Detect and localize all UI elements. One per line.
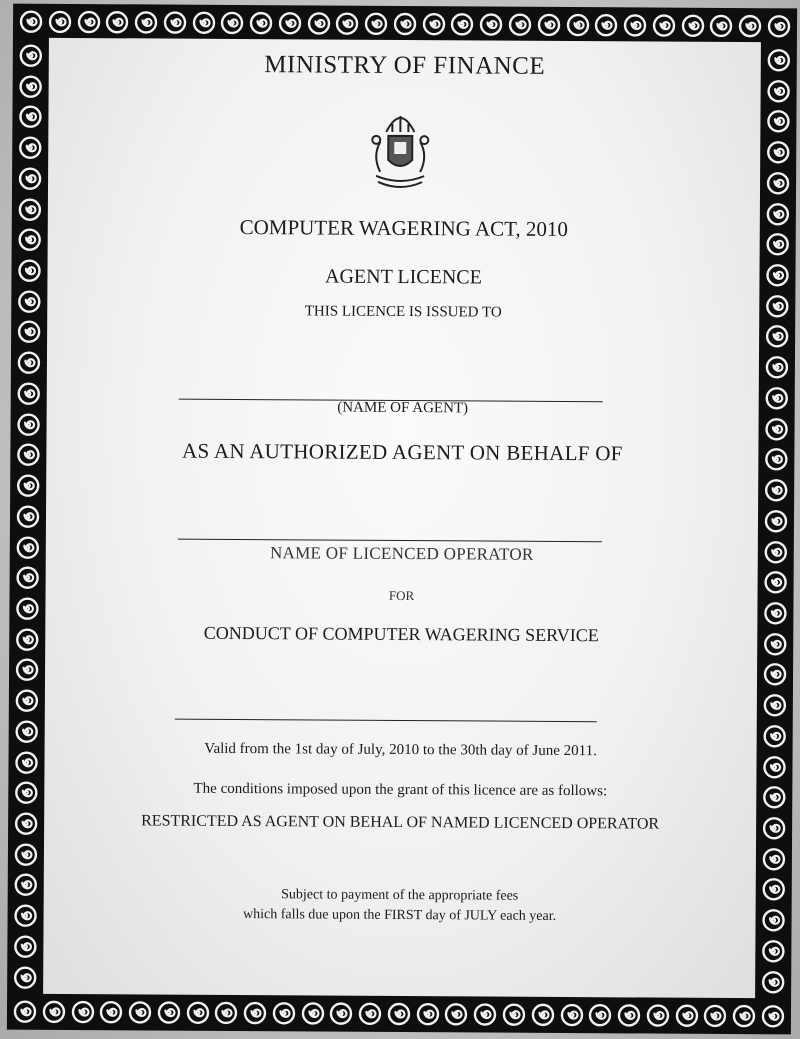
spiral-icon [14, 873, 38, 897]
spiral-icon [763, 601, 787, 625]
spiral-icon [13, 904, 37, 928]
spiral-icon [765, 355, 789, 379]
spiral-icon [762, 847, 786, 871]
spiral-icon [15, 719, 39, 743]
spiral-icon [393, 12, 417, 36]
spiral-icon [278, 11, 302, 35]
spiral-icon [738, 14, 762, 38]
spiral-icon [19, 10, 43, 34]
spiral-icon [15, 689, 39, 713]
border-left-spirals [13, 44, 43, 990]
spiral-icon [652, 14, 676, 38]
spiral-icon [13, 965, 37, 989]
spiral-icon [18, 105, 42, 129]
spiral-icon [762, 755, 786, 779]
spiral-icon [249, 11, 273, 35]
issued-to-label: THIS LICENCE IS ISSUED TO [304, 303, 502, 321]
spiral-icon [301, 1001, 325, 1025]
spiral-icon [17, 320, 41, 344]
spiral-icon [765, 294, 789, 318]
spiral-icon [764, 570, 788, 594]
spiral-icon [764, 448, 788, 472]
spiral-icon [163, 11, 187, 35]
validity-text: Valid from the 1st day of July, 2010 to the 30th day of June 2011. [204, 740, 597, 760]
spiral-icon [565, 13, 589, 37]
spiral-icon [763, 663, 787, 687]
spiral-icon [307, 11, 331, 35]
spiral-icon [13, 1000, 37, 1024]
spiral-icon [761, 970, 785, 994]
service-line[interactable] [175, 719, 597, 723]
spiral-icon [15, 627, 39, 651]
spiral-icon [18, 136, 42, 160]
spiral-icon [19, 74, 43, 98]
spiral-icon [14, 812, 38, 836]
border-right-spirals [761, 48, 791, 994]
spiral-icon [157, 1001, 181, 1025]
spiral-icon [48, 10, 72, 34]
spiral-icon [450, 12, 474, 36]
spiral-icon [14, 750, 38, 774]
spiral-icon [14, 842, 38, 866]
spiral-icon [416, 1002, 440, 1026]
spiral-icon [623, 13, 647, 37]
spiral-icon [18, 197, 42, 221]
spiral-icon [42, 1000, 66, 1024]
spiral-icon [17, 351, 41, 375]
coat-of-arms-icon [366, 102, 435, 194]
spiral-icon [537, 13, 561, 37]
spiral-icon [134, 10, 158, 34]
spiral-icon [16, 535, 40, 559]
spiral-icon [329, 1002, 353, 1026]
spiral-icon [387, 1002, 411, 1026]
spiral-icon [766, 110, 790, 134]
conditions-text: The conditions imposed upon the grant of this licence are as follows: [193, 780, 608, 800]
spiral-icon [502, 1003, 526, 1027]
spiral-icon [766, 202, 790, 226]
spiral-icon [214, 1001, 238, 1025]
spiral-icon [766, 233, 790, 257]
spiral-icon [767, 14, 791, 38]
spiral-icon [508, 13, 532, 37]
spiral-icon [17, 259, 41, 283]
spiral-icon [17, 382, 41, 406]
spiral-icon [531, 1003, 555, 1027]
spiral-icon [675, 1004, 699, 1028]
spiral-icon [479, 12, 503, 36]
licence-type: AGENT LICENCE [324, 265, 482, 289]
spiral-icon [761, 939, 785, 963]
border-top-spirals [19, 10, 791, 39]
operator-name-line[interactable] [178, 539, 602, 543]
spiral-icon [765, 386, 789, 410]
spiral-icon [243, 1001, 267, 1025]
spiral-icon [186, 1001, 210, 1025]
spiral-icon [767, 79, 791, 103]
spiral-icon [422, 12, 446, 36]
spiral-icon [17, 289, 41, 313]
spiral-icon [16, 474, 40, 498]
border-bottom-spirals [13, 1000, 785, 1029]
spiral-icon [765, 263, 789, 287]
certificate-border [7, 4, 797, 1035]
spiral-icon [70, 1000, 94, 1024]
spiral-icon [764, 417, 788, 441]
spiral-icon [763, 724, 787, 748]
agent-name-caption: (NAME OF AGENT) [337, 399, 469, 417]
spiral-icon [364, 12, 388, 36]
spiral-icon [15, 597, 39, 621]
conduct-text: CONDUCT OF COMPUTER WAGERING SERVICE [203, 622, 599, 646]
spiral-icon [128, 1000, 152, 1024]
spiral-icon [14, 781, 38, 805]
spiral-icon [762, 785, 786, 809]
ministry-title: MINISTRY OF FINANCE [264, 51, 546, 80]
spiral-icon [473, 1002, 497, 1026]
spiral-icon [16, 412, 40, 436]
spiral-icon [763, 693, 787, 717]
spiral-icon [594, 13, 618, 37]
spiral-icon [220, 11, 244, 35]
spiral-icon [559, 1003, 583, 1027]
spiral-icon [105, 10, 129, 34]
spiral-icon [761, 908, 785, 932]
spiral-icon [646, 1003, 670, 1027]
spiral-icon [703, 1004, 727, 1028]
spiral-icon [18, 228, 42, 252]
fees-line-2: which falls due upon the FIRST day of JULY each year. [242, 907, 557, 924]
spiral-icon [767, 48, 791, 72]
spiral-icon [335, 12, 359, 36]
spiral-icon [76, 10, 100, 34]
certificate-paper [43, 38, 761, 998]
spiral-icon [588, 1003, 612, 1027]
spiral-icon [358, 1002, 382, 1026]
spiral-icon [19, 44, 43, 68]
spiral-icon [617, 1003, 641, 1027]
spiral-icon [16, 504, 40, 528]
spiral-icon [761, 1004, 785, 1028]
fees-line-1: Subject to payment of the appropriate fees [281, 887, 519, 904]
spiral-icon [762, 878, 786, 902]
spiral-icon [709, 14, 733, 38]
spiral-icon [444, 1002, 468, 1026]
spiral-icon [18, 167, 42, 191]
spiral-icon [16, 443, 40, 467]
spiral-icon [732, 1004, 756, 1028]
spiral-icon [99, 1000, 123, 1024]
spiral-icon [765, 325, 789, 349]
restriction-text: RESTRICTED AS AGENT ON BEHAL OF NAMED LICENCED OPERATOR [141, 812, 660, 833]
spiral-icon [681, 14, 705, 38]
spiral-icon [272, 1001, 296, 1025]
spiral-icon [766, 171, 790, 195]
spiral-icon [766, 140, 790, 164]
spiral-icon [15, 658, 39, 682]
for-label: FOR [388, 587, 415, 604]
authorized-agent-text: AS AN AUTHORIZED AGENT ON BEHALF OF [182, 438, 623, 466]
spiral-icon [764, 540, 788, 564]
spiral-icon [192, 11, 216, 35]
act-title: COMPUTER WAGERING ACT, 2010 [239, 215, 568, 242]
spiral-icon [764, 509, 788, 533]
spiral-icon [16, 566, 40, 590]
spiral-icon [764, 478, 788, 502]
spiral-icon [763, 632, 787, 656]
spiral-icon [762, 816, 786, 840]
operator-name-caption: NAME OF LICENCED OPERATOR [269, 543, 534, 564]
spiral-icon [13, 934, 37, 958]
